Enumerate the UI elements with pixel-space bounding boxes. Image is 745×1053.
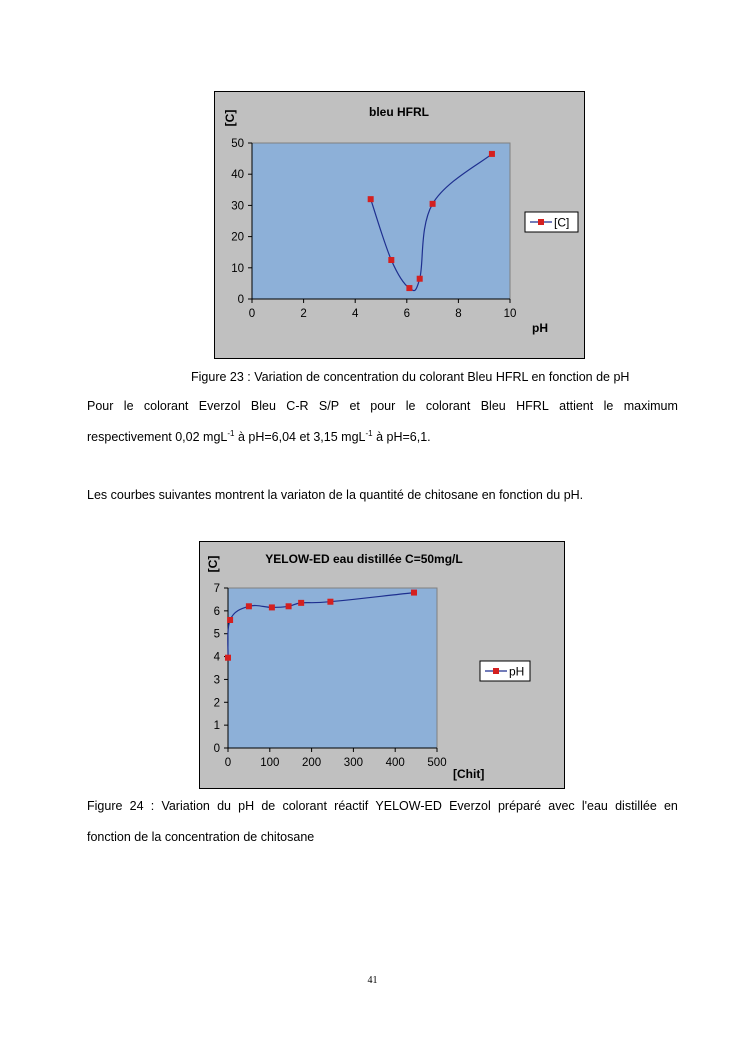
y-axis-label: [C] bbox=[223, 109, 237, 127]
x-tick-label: 400 bbox=[385, 757, 405, 769]
x-tick-label: 0 bbox=[224, 757, 232, 769]
fig24-word: de bbox=[261, 799, 276, 813]
x-tick-label: 4 bbox=[351, 308, 359, 320]
legend-marker bbox=[493, 668, 499, 674]
para1-word: Pour bbox=[87, 399, 114, 413]
para1-part-a: respectivement 0,02 mgL bbox=[87, 430, 228, 444]
paragraph-1-line-2 bbox=[87, 429, 431, 445]
y-tick-label: 5 bbox=[213, 628, 220, 641]
y-tick-label: 10 bbox=[231, 262, 244, 275]
para1-word: Bleu bbox=[250, 399, 276, 413]
fig24-word: 24 bbox=[129, 799, 144, 813]
plot-area bbox=[252, 143, 510, 299]
data-point bbox=[388, 257, 394, 263]
fig24-word: YELOW-ED bbox=[375, 799, 442, 813]
para1-sup-2: -1 bbox=[365, 429, 373, 438]
fig24-word: préparé bbox=[497, 799, 542, 813]
x-tick-label: 0 bbox=[248, 308, 256, 320]
chart-title: bleu HFRL bbox=[369, 105, 429, 119]
y-tick-label: 30 bbox=[231, 200, 244, 213]
fig24-word: pH bbox=[238, 799, 255, 813]
para1-part-c: à pH=6,1. bbox=[372, 430, 431, 444]
chart-title-rest: C=50mg/L bbox=[401, 552, 463, 566]
data-point bbox=[286, 603, 292, 609]
x-axis-label: [Chit] bbox=[453, 767, 485, 781]
x-tick-label: 2 bbox=[300, 308, 307, 320]
y-tick-label: 20 bbox=[231, 231, 244, 244]
fig24-word: l'eau bbox=[581, 799, 608, 813]
fig24-word: : bbox=[150, 799, 155, 813]
x-axis-label: pH bbox=[532, 321, 548, 335]
y-tick-label: 0 bbox=[213, 743, 220, 755]
legend-label: pH bbox=[509, 664, 525, 679]
para1-word: C-R bbox=[286, 399, 309, 413]
para1-word: attient bbox=[559, 399, 594, 413]
data-point bbox=[417, 276, 423, 282]
para1-word: le bbox=[405, 399, 416, 413]
figure-23-caption: Figure 23 : Variation de concentration du colorant Bleu HFRL en fonction de pH bbox=[191, 370, 630, 384]
para1-word: Everzol bbox=[198, 399, 241, 413]
legend-marker bbox=[538, 219, 544, 225]
data-point bbox=[430, 201, 436, 207]
chart-bleu-hfrl-svg bbox=[215, 92, 584, 358]
data-point bbox=[227, 617, 233, 623]
figure-24-caption-line-1 bbox=[87, 799, 678, 813]
fig24-word: distillée bbox=[615, 799, 657, 813]
data-point bbox=[298, 600, 304, 606]
y-tick-label: 50 bbox=[231, 138, 244, 150]
page-number: 41 bbox=[367, 975, 378, 986]
fig24-word: réactif bbox=[334, 799, 369, 813]
para1-word: maximum bbox=[623, 399, 678, 413]
x-tick-label: 200 bbox=[302, 757, 322, 769]
chart-yelow-ed-svg bbox=[200, 542, 564, 788]
para1-word: colorant bbox=[425, 399, 471, 413]
para1-word: et bbox=[349, 399, 360, 413]
x-tick-label: 500 bbox=[427, 757, 447, 769]
figure-24-caption-line-2: fonction de la concentration de chitosane bbox=[87, 830, 315, 844]
para1-word: S/P bbox=[318, 399, 340, 413]
y-tick-label: 6 bbox=[213, 605, 220, 618]
fig24-word: en bbox=[663, 799, 678, 813]
para1-word: HFRL bbox=[516, 399, 549, 413]
fig24-word: Figure bbox=[87, 799, 123, 813]
data-point bbox=[406, 285, 412, 291]
y-tick-label: 7 bbox=[213, 583, 220, 595]
y-tick-label: 0 bbox=[237, 294, 244, 306]
plot-area bbox=[228, 588, 437, 748]
y-tick-label: 1 bbox=[213, 720, 220, 733]
x-tick-label: 10 bbox=[503, 308, 517, 320]
paragraph-2: Les courbes suivantes montrent la variaton de la quantité de chitosane en fonction du pH. bbox=[87, 488, 584, 502]
chart-title bbox=[265, 552, 462, 566]
data-point bbox=[368, 196, 374, 202]
y-tick-label: 3 bbox=[213, 674, 220, 687]
data-point bbox=[246, 603, 252, 609]
para1-part-b: à pH=6,04 et 3,15 mgL bbox=[234, 430, 366, 444]
para1-word: Bleu bbox=[480, 399, 506, 413]
fig24-word: Everzol bbox=[449, 799, 491, 813]
fig24-word: du bbox=[217, 799, 231, 813]
x-tick-label: 100 bbox=[260, 757, 280, 769]
y-tick-label: 2 bbox=[213, 697, 220, 710]
data-point bbox=[489, 151, 495, 157]
para1-word: le bbox=[603, 399, 614, 413]
chart-bleu-hfrl bbox=[214, 91, 585, 359]
fig24-word: avec bbox=[548, 799, 575, 813]
chart-yelow-ed bbox=[199, 541, 565, 789]
y-tick-label: 4 bbox=[213, 651, 220, 664]
data-point bbox=[411, 590, 417, 596]
x-tick-label: 6 bbox=[403, 308, 411, 320]
data-point bbox=[225, 655, 231, 661]
x-tick-label: 8 bbox=[455, 308, 462, 320]
chart-title-bold: YELOW-ED eau distillée bbox=[265, 552, 402, 566]
para1-word: pour bbox=[370, 399, 396, 413]
y-axis-label: [C] bbox=[206, 555, 220, 573]
para1-sup-1: -1 bbox=[227, 429, 235, 438]
data-point bbox=[327, 599, 333, 605]
y-tick-label: 40 bbox=[231, 169, 244, 182]
para1-word: colorant bbox=[143, 399, 189, 413]
data-point bbox=[269, 604, 275, 610]
fig24-word: Variation bbox=[161, 799, 210, 813]
fig24-word: colorant bbox=[282, 799, 327, 813]
legend-label: [C] bbox=[554, 215, 570, 230]
x-tick-label: 300 bbox=[343, 757, 363, 769]
para1-word: le bbox=[123, 399, 134, 413]
paragraph-1-line-1 bbox=[87, 399, 678, 413]
